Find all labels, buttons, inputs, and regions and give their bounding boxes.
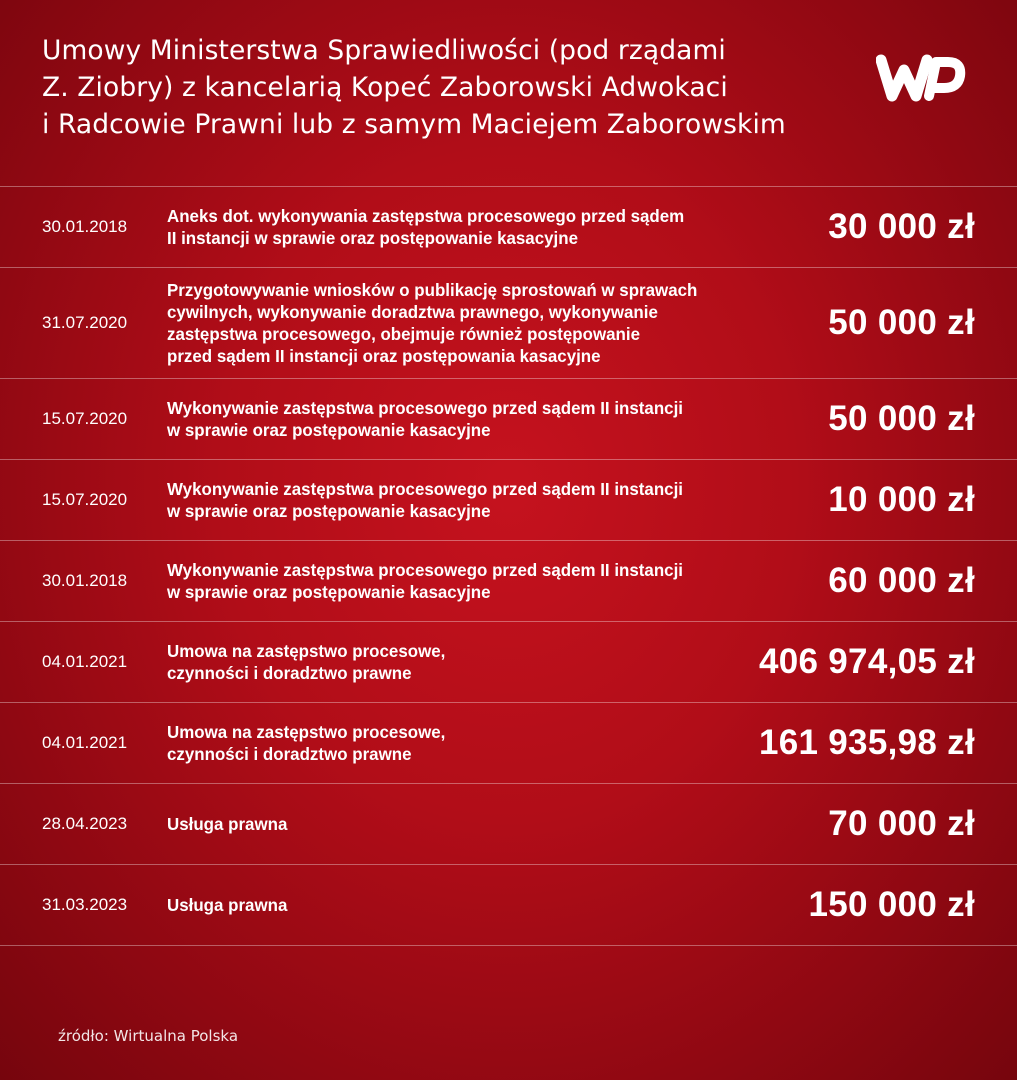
description-line: Wykonywanie zastępstwa procesowego przed sądem II instancji xyxy=(167,398,683,418)
row-description xyxy=(167,397,747,441)
table-row xyxy=(0,187,1017,268)
row-amount: 60 000 zł xyxy=(828,561,975,600)
row-description xyxy=(167,205,747,249)
row-amount: 30 000 zł xyxy=(828,207,975,246)
description-line: przed sądem II instancji oraz postępowania kasacyjne xyxy=(167,346,601,366)
description-line: w sprawie oraz postępowanie kasacyjne xyxy=(167,501,491,521)
row-amount: 406 974,05 zł xyxy=(758,642,975,681)
row-description xyxy=(167,813,747,835)
title-line-2: Z. Ziobry) z kancelarią Kopeć Zaborowski Adwokaci xyxy=(42,72,728,103)
table-row xyxy=(0,379,1017,460)
description-line: Usługa prawna xyxy=(167,814,288,834)
table-row xyxy=(0,703,1017,784)
description-line: Przygotowywanie wniosków o publikację sprostowań w sprawach xyxy=(167,280,698,300)
row-description xyxy=(167,721,747,765)
row-date: 30.01.2018 xyxy=(42,217,128,236)
row-description xyxy=(167,478,747,522)
description-line: cywilnych, wykonywanie doradztwa prawnego, wykonywanie xyxy=(167,302,658,322)
row-description xyxy=(167,559,747,603)
description-line: w sprawie oraz postępowanie kasacyjne xyxy=(167,420,491,440)
description-line: Aneks dot. wykonywania zastępstwa procesowego przed sądem xyxy=(167,206,685,226)
description-line: II instancji w sprawie oraz postępowanie kasacyjne xyxy=(167,228,579,248)
row-description xyxy=(167,640,747,684)
row-amount: 161 935,98 zł xyxy=(758,723,975,762)
row-date: 04.01.2021 xyxy=(42,733,128,752)
description-line: Umowa na zastępstwo procesowe, xyxy=(167,641,446,661)
table-row xyxy=(0,865,1017,946)
table-row xyxy=(0,784,1017,865)
row-date: 30.01.2018 xyxy=(42,571,128,590)
table-row xyxy=(0,460,1017,541)
source-note: źródło: Wirtualna Polska xyxy=(58,1027,239,1045)
row-amount: 150 000 zł xyxy=(808,885,975,924)
wp-logo xyxy=(876,52,966,104)
row-date: 31.03.2023 xyxy=(42,895,128,914)
row-date: 15.07.2020 xyxy=(42,409,128,428)
contracts-table xyxy=(0,186,1017,946)
row-amount: 70 000 zł xyxy=(828,804,975,843)
description-line: czynności i doradztwo prawne xyxy=(167,744,412,764)
title-line-1: Umowy Ministerstwa Sprawiedliwości (pod rządami xyxy=(42,35,726,66)
row-description xyxy=(167,894,747,916)
description-line: Wykonywanie zastępstwa procesowego przed sądem II instancji xyxy=(167,560,683,580)
description-line: w sprawie oraz postępowanie kasacyjne xyxy=(167,582,491,602)
table-row xyxy=(0,268,1017,379)
row-date: 15.07.2020 xyxy=(42,490,128,509)
title-line-3: i Radcowie Prawni lub z samym Maciejem Zaborowskim xyxy=(42,109,786,140)
description-line: Wykonywanie zastępstwa procesowego przed sądem II instancji xyxy=(167,479,683,499)
description-line: Usługa prawna xyxy=(167,895,288,915)
row-date: 31.07.2020 xyxy=(42,313,128,332)
row-description xyxy=(167,279,747,367)
row-date: 04.01.2021 xyxy=(42,652,128,671)
table-row xyxy=(0,541,1017,622)
table-row xyxy=(0,622,1017,703)
description-line: Umowa na zastępstwo procesowe, xyxy=(167,722,446,742)
row-amount: 10 000 zł xyxy=(828,480,975,519)
row-amount: 50 000 zł xyxy=(828,399,975,438)
description-line: zastępstwa procesowego, obejmuje również postępowanie xyxy=(167,324,640,344)
row-amount: 50 000 zł xyxy=(828,303,975,342)
description-line: czynności i doradztwo prawne xyxy=(167,663,412,683)
page-title xyxy=(42,32,862,143)
row-date: 28.04.2023 xyxy=(42,814,128,833)
